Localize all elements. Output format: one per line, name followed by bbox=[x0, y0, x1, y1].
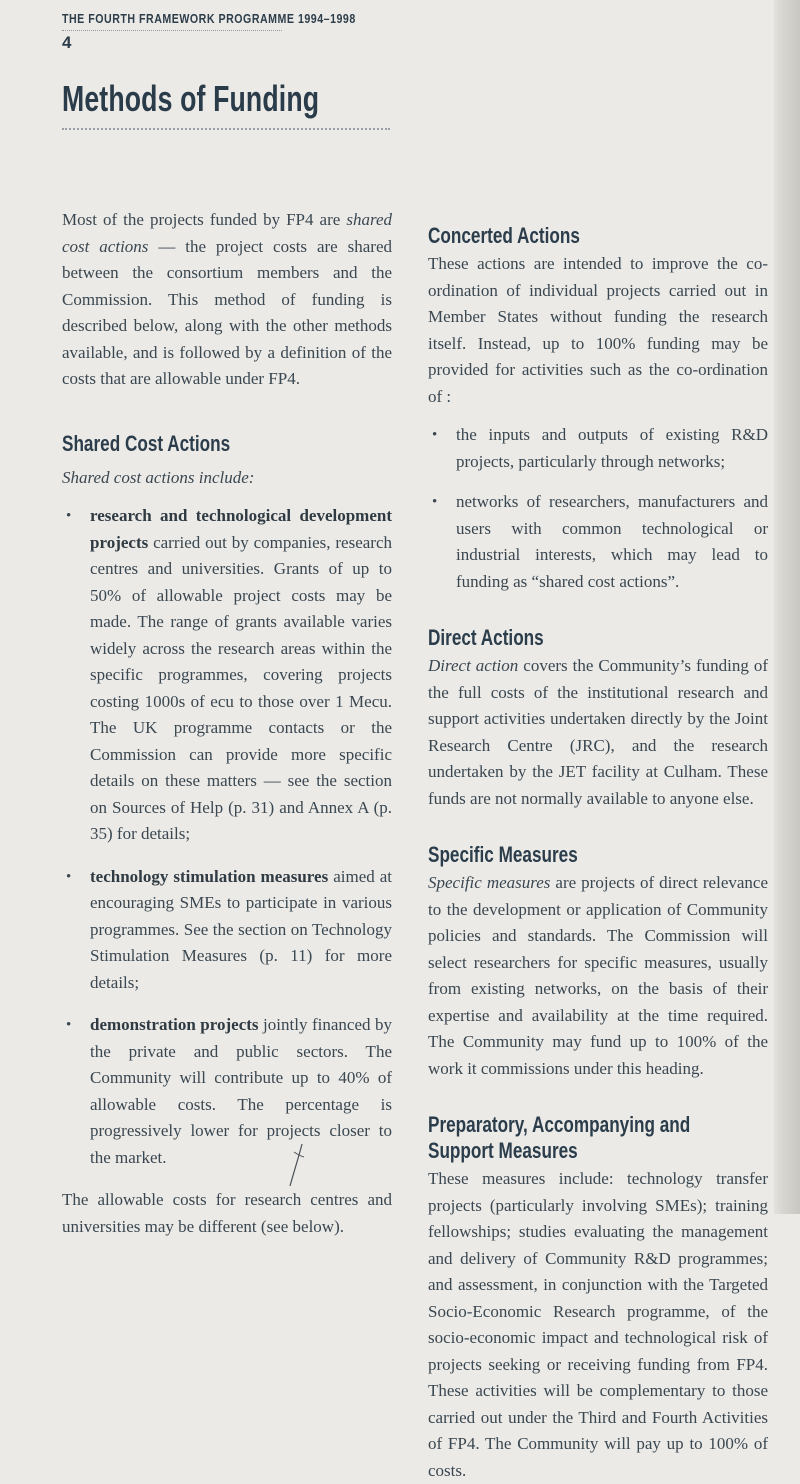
pencil-mark-icon bbox=[286, 1142, 308, 1188]
preparatory-measures-body: These measures include: technology transfer projects (particularly involving SMEs); training fellowships; studies evaluating the management and delivery of Community R&D programmes; and assessment, in conjunction with the Targeted Socio-Economic Research programme, of the socio-economic impact and technological risk of projects seeking or receiving funding from FP4. These activities will be complementary to those carried out under the Third and Fourth Activities of FP4. The Community will pay up to 100% of costs. bbox=[428, 1169, 768, 1480]
direct-actions-heading: Direct Actions bbox=[428, 625, 544, 650]
direct-actions-body: Direct action covers the Community’s funding of the full costs of the institutional research and support activities undertaken directly by the Joint Research Centre (JRC), and the research undertaken by the JET facility at Culham. These funds are not normally available to anyone else. bbox=[428, 656, 768, 808]
specific-measures-heading: Specific Measures bbox=[428, 842, 578, 867]
list-item: • demonstration projects jointly financed by the private and public sectors. The Community will contribute up to 40% of allowable costs. The percentage is progressively lower for projects closer to the market. bbox=[62, 1012, 392, 1171]
preparatory-measures-heading: Preparatory, Accompanying and Support Measures bbox=[428, 1112, 691, 1163]
shared-cost-lead: Shared cost actions include: bbox=[62, 467, 255, 487]
running-head-rule bbox=[62, 30, 282, 31]
left-column bbox=[62, 207, 392, 1240]
list-item: • research and technological development projects carried out by companies, research centres and universities. Grants of up to 50% of allowable project costs may be made. The range of grants available varies widely across the research areas within the specific programmes, covering projects costing 1000s of ecu to those over 1 Mecu. The UK programme contacts or the Commission can provide more specific details on these matters — see the section on Sources of Help (p. 31) and Annex A (p. 35) for details; bbox=[62, 503, 392, 848]
allowable-costs-note: The allowable costs for research centres and universities may be different (see below). bbox=[62, 1190, 392, 1236]
title-dotted-rule bbox=[62, 128, 390, 130]
concerted-actions-heading: Concerted Actions bbox=[428, 223, 580, 248]
chapter-title: Methods of Funding bbox=[62, 78, 320, 119]
page-number: 4 bbox=[62, 33, 72, 52]
intro-paragraph: Most of the projects funded by FP4 are shared cost actions — the project costs are shared between the consortium members and the Commission. This method of funding is described below, along with the other methods available, and is followed by a definition of the costs that are allowable under FP4. bbox=[62, 210, 392, 388]
concerted-actions-body: These actions are intended to improve the co-ordination of individual projects carried out in Member States without funding the research itself. Instead, up to 100% funding may be provided for activities such as the co-ordination of : bbox=[428, 254, 768, 406]
specific-measures-body: Specific measures are projects of direct relevance to the development or application of Community policies and standards. The Commission will select researchers for specific measures, usually from existing networks, on the basis of their expertise and availability at the time required. The Community may fund up to 100% of the work it commissions under this heading. bbox=[428, 873, 768, 1078]
right-column bbox=[428, 207, 768, 1484]
list-item: • networks of researchers, manufacturers and users with common technological or industrial interests, which may lead to funding as “shared cost actions”. bbox=[428, 489, 768, 595]
list-item: • technology stimulation measures aimed at encouraging SMEs to participate in various programmes. See the section on Technology Stimulation Measures (p. 11) for more details; bbox=[62, 864, 392, 997]
concerted-actions-list bbox=[428, 422, 768, 595]
list-item: • the inputs and outputs of existing R&D projects, particularly through networks; bbox=[428, 422, 768, 475]
running-head: THE FOURTH FRAMEWORK PROGRAMME 1994–1998 bbox=[62, 12, 356, 26]
shared-cost-list bbox=[62, 503, 392, 1171]
page-edge bbox=[774, 0, 800, 1214]
shared-cost-heading: Shared Cost Actions bbox=[62, 430, 231, 456]
